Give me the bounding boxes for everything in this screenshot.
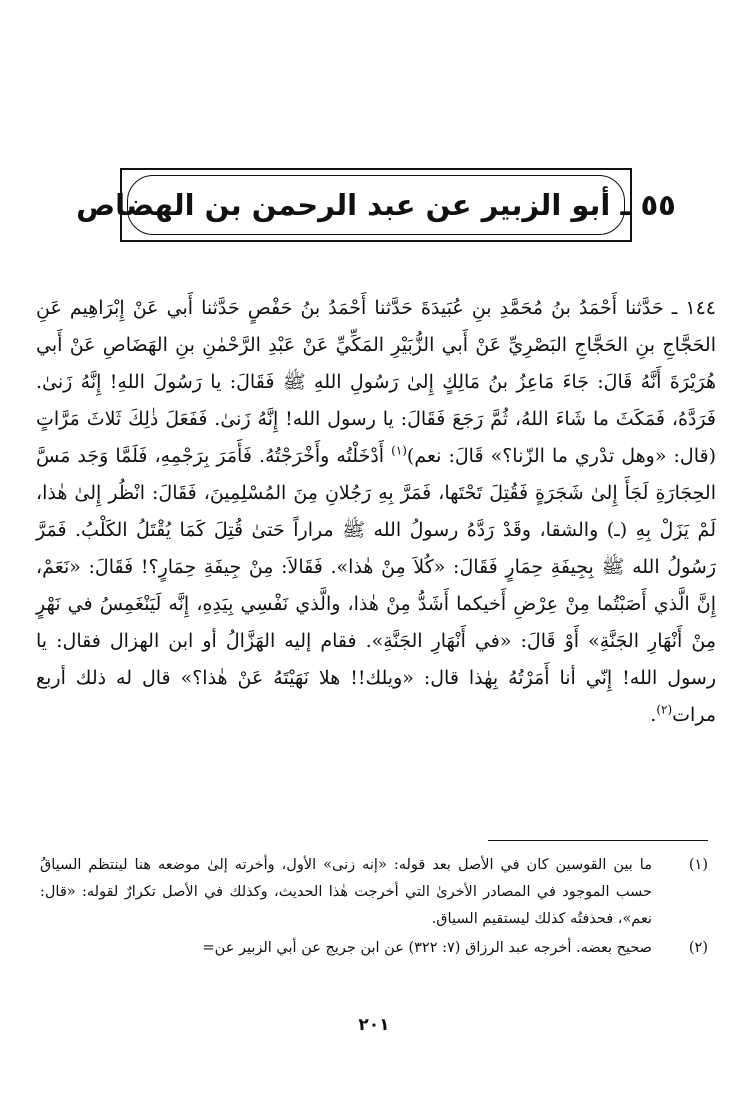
footnote-2-number: (٢) xyxy=(688,940,708,956)
hadith-text-end: . xyxy=(650,704,657,726)
footnote-1-text: ما بين القوسين كان في الأصل بعد قوله: «إنه زنى» الأول، وأخرته إلىٰ موضعه هنا لينتظم السياقُ حسب الموجود في المصادر الأخرىٰ التي أخرجت هٰذا الحديث، وكذلك في الأصل تكرارٌ لقوله: «قال: نعم»، فحذفتُه كذلك ليستقيم السياق. xyxy=(40,857,652,927)
footnote-2-text: صحيح بعضه. أخرجه عبد الرزاق (٧: ٣٢٢) عن ابن جريج عن أبي الزبير عن= xyxy=(202,940,652,956)
footnote-2 xyxy=(40,935,708,962)
hadith-text-part-1: ١٤٤ ـ حَدَّثنا أَحْمَدُ بنُ مُحَمَّدِ بنِ عُبَيدَةَ حَدَّثنا أَحْمَدُ بنُ حَفْصٍ حَدَّثنا أَبي عَنْ إِبْرَاهِيم عَنِ الحَجَّاجِ بنِ الحَجَّاجِ البَصْرِيِّ عَنْ أَبي الزُّبَيْرِ المَكِّيِّ عَنْ عَبْدِ الرَّحْمٰنِ بنِ الهَضَاصِ عَنْ أَبي هُرَيْرَةَ أَنَّهُ قَالَ: جَاءَ مَاعِزُ بنُ مَالِكٍ إِلىٰ رَسُولِ اللهِ ﷺ فَقَالَ: يا رَسُولَ اللهِ! إِنَّهُ زَنىٰ. فَرَدَّهُ، فَمَكَثَ ما شَاءَ اللهُ، ثُمَّ رَجَعَ فَقَالَ: يا رسول الله! إِنَّهُ زَنىٰ. فَفَعَلَ ذٰلِكَ ثَلاثَ مَرَّاتٍ (قال: «وهل تدْري ما الزّنا؟» قَالَ: نعم) xyxy=(36,297,717,467)
hadith-paragraph xyxy=(36,290,716,734)
hadith-text xyxy=(36,290,716,734)
page-number: ٢٠١ xyxy=(358,1015,390,1035)
hadith-text-part-2: أَدْخَلْتُه وأَخْرَجْتُهُ. فَأَمَرَ بِرَجْمِهِ، فَلَمَّا وَجَد مَسَّ الحِجَارَةِ لَجَأَ إِلىٰ شَجَرَةٍ فَقُتِلَ تَحْتَها، فَمَرَّ بِهِ رَجُلانِ مِنَ المُسْلِمِينَ، فَقَالَ: انْظُر إِلىٰ هٰذا، لَمْ يَزَلْ بِهِ (ـ) والشقا، وقَدْ رَدَّهُ رسولُ الله ﷺ مراراً حَتىٰ قُتِلَ كَمَا يُقْتَلُ الكَلْبُ. فَمَرَّ رَسُولُ الله ﷺ بِجِيفَةِ حِمَارٍ فَقَالَ: «كُلاَ مِنْ هٰذا». فَقَالاَ: مِنْ جِيفَةِ حِمَارٍ؟! فَقَالَ: «نَعَمْ، إِنَّ الَّذي أَصَبْتُما مِنْ عِرْضِ أَخيكما أَشَدُّ مِنْ هٰذا، والَّذي نَفْسِي بِيَدِهِ، إِنَّه لَيَنْغَمِسُ في نَهْرٍ مِنْ أَنْهَارِ الجَنَّةِ» أَوْ قَالَ: «في أَنْهَارِ الجَنَّةِ». فقام إليه الهَزَّالُ أو ابن الهزال فقال: يا رسول الله! إِنّي أنا أَمَرْتُهُ بِهٰذا قال: «ويلك!! هلا نَهَيْتَهُ عَنْ هٰذا؟» قال له ذلك أربع مرات xyxy=(36,445,716,726)
footnote-1 xyxy=(40,852,708,933)
footnote-reference-1[interactable]: (١) xyxy=(391,443,407,458)
footnotes xyxy=(40,852,708,964)
footnote-1-number: (١) xyxy=(688,857,708,873)
chapter-title: ٥٥ ـ أبو الزبير عن عبد الرحمن بن الهضاص xyxy=(76,188,676,222)
footnote-reference-2[interactable]: (٢) xyxy=(656,702,673,717)
footnote-separator xyxy=(488,840,708,841)
chapter-title-inner-frame xyxy=(76,175,676,235)
chapter-title-frame xyxy=(76,168,676,242)
